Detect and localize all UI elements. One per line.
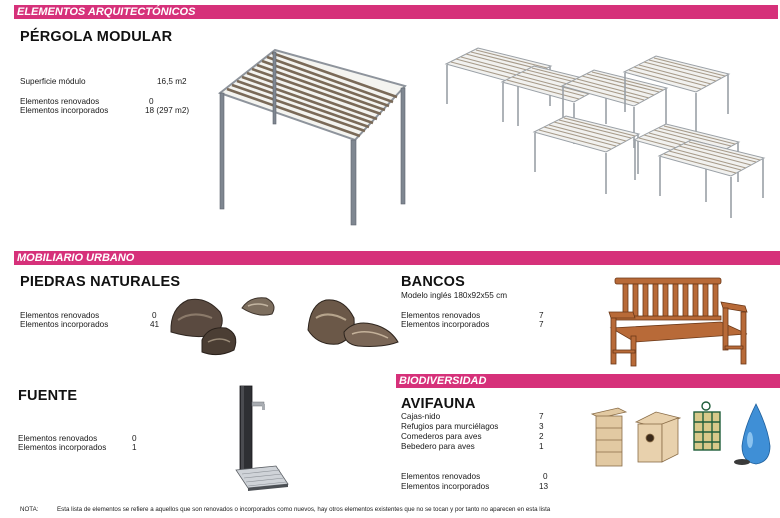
avifauna-row-renovados bbox=[401, 472, 548, 482]
row-label: Elementos renovados bbox=[401, 311, 481, 320]
row-label: Elementos incorporados bbox=[401, 320, 490, 329]
row-label: Elementos incorporados bbox=[401, 482, 490, 491]
item-label: Bebedero para aves bbox=[401, 442, 475, 451]
row-value: 1 bbox=[132, 443, 137, 452]
bancos-row-incorporados bbox=[401, 320, 544, 330]
pergola-title: PÉRGOLA MODULAR bbox=[20, 29, 173, 45]
section-bar-mobiliario: MOBILIARIO URBANO bbox=[14, 251, 780, 265]
item-value: 3 bbox=[539, 422, 544, 431]
bancos-subtitle: Modelo inglés 180x92x55 cm bbox=[401, 291, 508, 300]
item-label: Cajas-nido bbox=[401, 412, 441, 421]
row-label: Elementos renovados bbox=[20, 311, 100, 320]
bancos-title: BANCOS bbox=[401, 274, 466, 290]
row-label: Elementos incorporados bbox=[18, 443, 107, 452]
row-label: Elementos incorporados bbox=[20, 106, 109, 115]
row-value: 0 bbox=[543, 472, 548, 481]
note-text: Esta lista de elementos se refiere a aquellos que son renovados o incorporados como nuevos, hay otros elementos existentes que no se tocan y por tanto no aparecen en esta lista bbox=[57, 506, 551, 513]
row-label: Elementos renovados bbox=[20, 97, 100, 106]
row-label: Elementos incorporados bbox=[20, 320, 109, 329]
row-value: 18 (297 m2) bbox=[145, 106, 190, 115]
section-bar-biodiversidad: BIODIVERSIDAD bbox=[396, 374, 780, 388]
avifauna-title: AVIFAUNA bbox=[401, 396, 476, 412]
row-value: 7 bbox=[539, 311, 544, 320]
row-value: 0 bbox=[152, 311, 157, 320]
avifauna-row-incorporados bbox=[401, 482, 549, 492]
row-value: 7 bbox=[539, 320, 544, 329]
avifauna-item bbox=[401, 412, 544, 422]
row-value: 0 bbox=[149, 97, 154, 106]
row-value: 16,5 m2 bbox=[157, 77, 187, 86]
row-label: Elementos renovados bbox=[18, 434, 98, 443]
item-value: 2 bbox=[539, 432, 544, 441]
item-value: 7 bbox=[539, 412, 544, 421]
birdhouses-image bbox=[588, 400, 778, 472]
item-value: 1 bbox=[539, 442, 544, 451]
row-value: 41 bbox=[150, 320, 160, 329]
note-label: NOTA: bbox=[20, 506, 39, 513]
pergola-row-superficie bbox=[20, 77, 187, 87]
item-label: Comederos para aves bbox=[401, 432, 482, 441]
stones-image bbox=[168, 290, 400, 360]
fountain-image bbox=[232, 384, 292, 494]
avifauna-item bbox=[401, 432, 544, 442]
pergola-composite-image bbox=[444, 48, 774, 214]
fuente-title: FUENTE bbox=[18, 388, 78, 404]
pergola-row-incorporados bbox=[20, 106, 190, 116]
avifauna-item bbox=[401, 422, 544, 432]
pergola-single-image bbox=[215, 48, 410, 228]
row-label: Superficie módulo bbox=[20, 77, 86, 86]
fuente-row-incorporados bbox=[18, 443, 137, 453]
row-value: 0 bbox=[132, 434, 137, 443]
piedras-row-incorporados bbox=[20, 320, 160, 330]
avifauna-item bbox=[401, 442, 544, 452]
bench-image bbox=[605, 276, 755, 371]
piedras-title: PIEDRAS NATURALES bbox=[20, 274, 181, 290]
section-bar-arquitectonicos: ELEMENTOS ARQUITECTÓNICOS bbox=[14, 5, 778, 19]
row-label: Elementos renovados bbox=[401, 472, 481, 481]
item-label: Refugios para murciélagos bbox=[401, 422, 499, 431]
row-value: 13 bbox=[539, 482, 549, 491]
